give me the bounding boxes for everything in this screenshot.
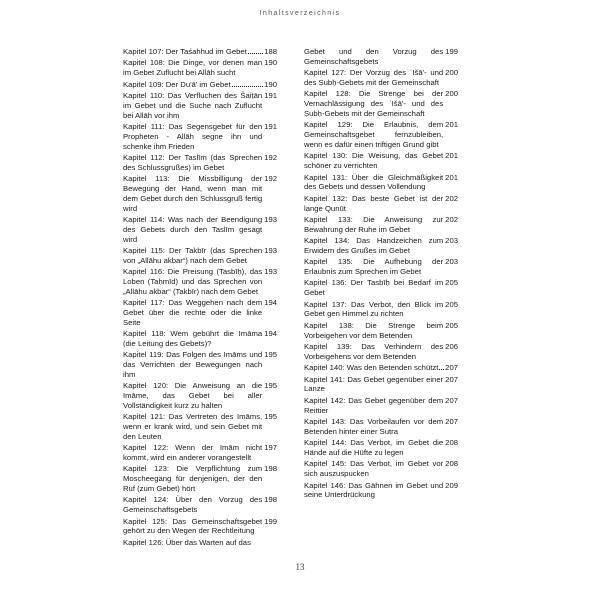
toc-entry-title: Kapitel 142: Das Gebet gegenüber dem Reittier [304, 395, 444, 415]
toc-entry-page: 192 [264, 152, 277, 162]
toc-entry-title: Kapitel 122: Wenn der Imām nicht kommt, wird ein anderer vorangestellt [123, 443, 263, 462]
toc-entry [304, 236, 458, 256]
toc-entry-page: 206 [445, 342, 458, 352]
toc-entry [123, 517, 277, 537]
toc-entry-page: 193 [264, 267, 277, 277]
toc-entry [304, 215, 458, 235]
toc-entry-page: 198 [264, 495, 277, 505]
toc-entry [304, 120, 458, 149]
toc-entry-title: Kapitel 128: Die Strenge bei der Vernachlässigung des ʿIšā'- und des Ṣubḥ-Gebets mit der Gemeinschaft [304, 89, 444, 118]
toc-entry-title: Kapitel 136: Der Tasbīḥ bei Bedarf im Gebet [304, 278, 444, 298]
toc-entry [304, 375, 458, 395]
toc-entry-page: 202 [445, 214, 458, 224]
toc-entry-title: Kapitel 120: Die Anweisung an die Imāme, das Gebet bei aller Vollständigkeit kurz zu halten [123, 381, 263, 410]
toc-entry-title: Kapitel 116: Die Preisung (Tasbīḥ), das Loben (Taḥmīd) und das Sprechen von „Allāhu akbar“ (Takbīr) nach dem Gebet [123, 267, 263, 296]
toc-entry-page: 209 [445, 480, 458, 490]
toc-entry [304, 438, 458, 458]
toc-entry [123, 538, 277, 548]
toc-entry-page: 201 [445, 120, 458, 130]
toc-entry-title: Kapitel 127: Der Vorzug des ʿIšā'- und des Ṣubḥ-Gebets mit der Gemeinschaft [304, 68, 444, 87]
toc-entry-page: 207 [445, 363, 458, 373]
toc-entry-page: 200 [445, 68, 458, 78]
toc-entry-title: Kapitel 144: Das Verbot, im Gebet die Hände auf die Hüfte zu legen [304, 438, 444, 457]
toc-entry-title: Kapitel 140: Was den Betenden schützt [304, 363, 439, 373]
toc-entry-title: Kapitel 117: Das Weggehen nach dem Gebet über die rechte oder die linke Seite [123, 298, 263, 327]
toc-entry-page: 195 [264, 412, 277, 422]
toc-entry-page: 194 [264, 298, 277, 308]
toc-entry-title: Kapitel 111: Das Segensgebet für den Propheten - Allāh segne ihn und schenke ihm Frieden [123, 121, 263, 151]
toc-entry-page: 201 [445, 172, 458, 182]
toc-entry [123, 329, 277, 349]
page-number: 13 [295, 562, 305, 572]
toc-entry [304, 89, 458, 118]
toc-entry-page: 205 [445, 320, 458, 330]
toc-entry-title: Kapitel 109: Der Du'ā' im Gebet [123, 79, 231, 89]
toc-entry-page: 190 [264, 58, 277, 68]
toc-entry [123, 298, 277, 327]
toc-entry-title: Kapitel 112: Der Taslīm (das Sprechen des Schlussgrußes) im Gebet [123, 152, 263, 172]
toc-left-column [123, 47, 277, 549]
toc-entry-page: 188 [264, 47, 277, 56]
toc-entry [123, 350, 277, 379]
toc-entry [123, 80, 277, 90]
toc-entry [123, 91, 277, 120]
toc-entry-title: Kapitel 146: Das Gähnen im Gebet und seine Unterdrückung [304, 480, 444, 500]
toc-entry-page: 195 [264, 381, 277, 391]
toc-entry [123, 381, 277, 410]
toc-entry [123, 174, 277, 213]
toc-entry-title: Kapitel 143: Das Vorbeilaufen vor dem Betenden hinter einer Sutra [304, 416, 444, 436]
toc-entry [304, 278, 458, 298]
toc-entry-title: Kapitel 145: Das Verbot, im Gebet vor sich auszuspucken [304, 459, 444, 479]
toc-entry-title: Kapitel 115: Der Takbīr (das Sprechen von „Allāhu akbar“) nach dem Gebet [123, 245, 263, 265]
toc-entry-title: Kapitel 129: Die Erlaubnis, dem Gemeinschaftsgebet fernzubleiben, wenn es dafür einen triftigen Grund gibt [304, 120, 444, 149]
toc-entry-title: Kapitel 126: Über das Warten auf das [123, 537, 251, 547]
toc-entry-title: Kapitel 130: Die Weisung, das Gebet schöner zu verrichten [304, 151, 444, 171]
toc-entry-page: 207 [445, 374, 458, 384]
toc-entry-page: 195 [264, 350, 277, 360]
toc-entry-page: 191 [264, 90, 277, 100]
toc-entry [123, 267, 277, 296]
toc-entry [123, 443, 277, 463]
toc-entry [304, 47, 458, 67]
toc-entry-title: Kapitel 138: Die Strenge beim Vorbeigehen vor dem Betenden [304, 320, 444, 340]
toc-entry-page: 208 [445, 459, 458, 469]
toc-entry [123, 246, 277, 266]
toc-entry-page: 205 [445, 278, 458, 288]
toc-entry-title: Kapitel 119: Das Folgen des Imāms und das Verrichten der Bewegungen nach ihm [123, 350, 263, 379]
toc-entry [304, 300, 458, 320]
toc-entry [123, 122, 277, 151]
toc-entry-page: 205 [445, 299, 458, 309]
toc-entry [123, 464, 277, 493]
toc-entry [304, 396, 458, 416]
toc-entry [304, 257, 458, 277]
toc-entry-page: 203 [445, 257, 458, 267]
toc-right-column [304, 47, 458, 502]
toc-entry-title: Kapitel 139: Das Verhindern des Vorbeigehens vor dem Betenden [304, 342, 444, 361]
toc-entry-title: Gebet und den Vorzug des Gemeinschaftsgebets [304, 47, 444, 66]
toc-entry-title: Kapitel 137: Das Verbot, den Blick im Gebet gen Himmel zu richten [304, 299, 444, 319]
toc-entry-title: Kapitel 134: Das Handzeichen zum Erwidern des Grußes im Gebet [304, 236, 444, 255]
toc-entry [304, 173, 458, 193]
toc-entry-page: 203 [445, 236, 458, 246]
toc-leader [248, 53, 263, 54]
toc-entry-title: Kapitel 108: Die Dinge, vor denen man im Gebet Zuflucht bei Allāh sucht [123, 58, 263, 78]
toc-entry [304, 68, 458, 88]
toc-entry-title: Kapitel 107: Der Taśahhud im Gebet [123, 47, 247, 56]
toc-entry-title: Kapitel 113: Die Missbilligung der Bewegung der Hand, wenn man mit dem Gebet durch den Schlussgruß fertig wird [123, 174, 263, 213]
toc-entry [304, 151, 458, 171]
toc-entry [123, 153, 277, 173]
toc-entry-title: Kapitel 132: Das beste Gebet ist der lange Qunūt [304, 193, 444, 213]
toc-entry [304, 342, 458, 362]
toc-entry [123, 215, 277, 244]
toc-entry [304, 363, 458, 373]
toc-entry-page: 192 [264, 174, 277, 184]
toc-entry [304, 459, 458, 479]
toc-entry-title: Kapitel 121: Das Vertreten des Imāms, wenn er krank wird, und sein Gebet mit den Leuten [123, 412, 263, 441]
toc-entry-title: Kapitel 114: Was nach der Beendigung des Gebets durch den Taslīm gesagt wird [123, 214, 263, 244]
toc-entry-title: Kapitel 110: Das Verfluchen des Šaiṭān im Gebet und die Suche nach Zuflucht bei Allāh vor ihm [123, 90, 263, 120]
toc-entry-page: 193 [264, 214, 277, 224]
toc-entry-page: 207 [445, 416, 458, 426]
toc-entry-title: Kapitel 133: Die Anweisung zur Bewahrung der Ruhe im Gebet [304, 214, 444, 234]
toc-entry-title: Kapitel 135: Die Aufhebung der Erlaubnis zum Sprechen im Gebet [304, 257, 444, 277]
toc-entry [304, 321, 458, 341]
toc-entry-title: Kapitel 124: Über den Vorzug des Gemeinschaftsgebets [123, 495, 263, 515]
toc-entry [304, 481, 458, 501]
toc-entry-page: 202 [445, 193, 458, 203]
toc-entry-title: Kapitel 125: Das Gemeinschaftsgebet gehört zu den Wegen der Rechtleitung [123, 516, 263, 536]
toc-entry-page: 193 [264, 245, 277, 255]
toc-entry [123, 495, 277, 515]
toc-entry-title: Kapitel 123: Die Verpflichtung zum Moscheegang für denjenigen, der den Ruf (zum Gebet) hört [123, 464, 263, 493]
toc-entry-page: 199 [445, 47, 458, 56]
toc-entry [304, 417, 458, 437]
toc-entry-title: Kapitel 141: Das Gebet gegenüber einer Lanze [304, 374, 444, 394]
toc-leader [439, 369, 444, 370]
toc-entry-page: 191 [264, 121, 277, 131]
toc-entry-page: 208 [445, 438, 458, 448]
toc-entry [123, 412, 277, 441]
toc-entry-page: 198 [264, 464, 277, 474]
toc-entry-page: 194 [264, 329, 277, 339]
toc-entry-page: 197 [264, 443, 277, 453]
toc-entry-page: 190 [264, 79, 277, 89]
toc-entry [123, 58, 277, 78]
toc-entry [304, 194, 458, 214]
toc-leader [232, 86, 264, 87]
toc-entry-title: Kapitel 118: Wem gebührt die Imāma (die Leitung des Gebets)? [123, 329, 263, 348]
toc-entry-page: 201 [445, 151, 458, 161]
toc-entry-page: 200 [445, 89, 458, 99]
toc-entry [123, 47, 277, 57]
running-header: Inhaltsverzeichnis [259, 10, 341, 17]
toc-entry-page: 199 [264, 516, 277, 526]
toc-entry-title: Kapitel 131: Über die Gleichmäßigkeit des Gebets und dessen Vollendung [304, 172, 444, 192]
toc-entry-page: 207 [445, 395, 458, 405]
